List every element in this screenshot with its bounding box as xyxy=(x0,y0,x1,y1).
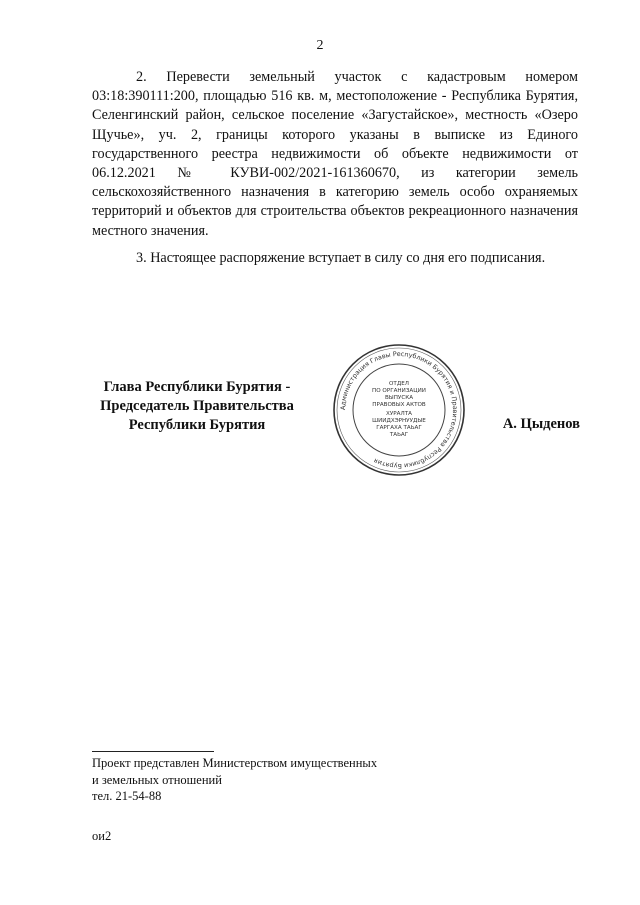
seal-line-6: ШИИДХЭРНУУДЫЕ xyxy=(372,418,426,424)
signature-title-line-1: Глава Республики Бурятия - xyxy=(103,379,291,395)
page-number: 2 xyxy=(316,38,324,53)
seal-ring-text: Администрация Главы Республики Бурятия и Правительства Республики Бурятия xyxy=(338,349,460,471)
seal-line-3: ВЫПУСКА xyxy=(384,395,414,401)
footnote-line-3: тел. 21-54-88 xyxy=(92,789,162,803)
paragraph-3: 3. Настоящее распоряжение вступает в силу со дня его подписания. xyxy=(136,250,546,266)
seal-line-2: ПО ОРГАНИЗАЦИИ xyxy=(372,388,426,394)
seal-line-7: ГАРГАХА ТАЬАГ xyxy=(376,425,422,431)
official-seal xyxy=(332,343,466,477)
footnote-line-2: и земельных отношений xyxy=(92,772,222,787)
seal-line-4: ПРАВОВЫХ АКТОВ xyxy=(372,402,426,408)
footnote xyxy=(92,755,377,805)
footnote-line-1: Проект представлен Министерством имущественных xyxy=(92,756,378,770)
signature-title-line-3: Республики Бурятия xyxy=(128,417,266,433)
signature-title-line-2: Председатель Правительства xyxy=(100,398,294,414)
seal-line-8: ТАЬАГ xyxy=(389,432,409,438)
document-code: ои2 xyxy=(92,829,112,843)
seal-line-1: ОТДЕЛ xyxy=(389,381,409,387)
seal-line-5: ХУРАЛТА xyxy=(386,411,412,417)
signer-name: А. Цыденов xyxy=(502,416,580,432)
paragraph-2: 2. Перевести земельный участок с кадастровым номером 03:18:390111:200, площадью 516 кв. м, местоположение - Республика Бурятия, Селенгинский район, сельское поселение «Загустайское», местность «Озеро Щучье», уч. 2, границы которого указаны в выписке из Единого государственного реестра недвижимости об объекте недвижимости от 06.12.2021 № КУВИ-002/2021-161360670, из категории земель сельскохозяйственного назначения в категорию земель особо охраняемых территорий и объектов для строительства объектов рекреационного назначения местного значения. xyxy=(92,69,578,239)
signature-title xyxy=(88,378,306,435)
footnote-divider xyxy=(92,751,214,752)
